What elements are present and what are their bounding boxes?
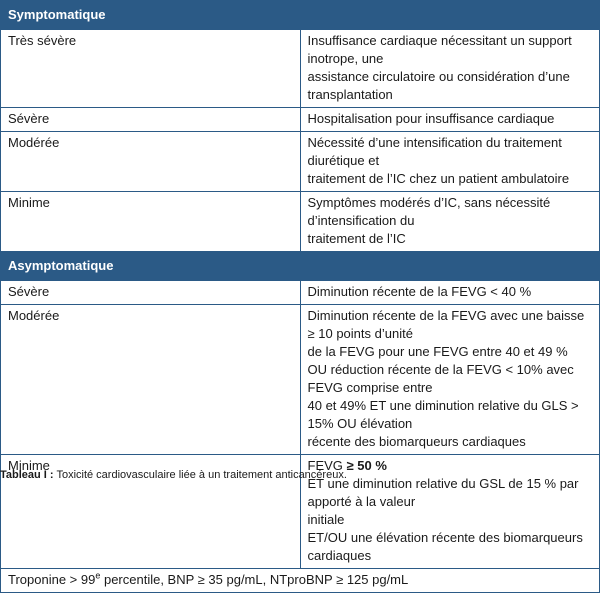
description-cell: [300, 108, 600, 132]
description-line: Diminution récente de la FEVG < 40 %: [307, 284, 532, 299]
description-line: ET/OU une élévation récente des biomarqueurs cardiaques: [307, 530, 583, 563]
description-line: récente des biomarqueurs cardiaques: [307, 434, 526, 449]
footer-cell: [1, 569, 600, 593]
table-row: [1, 108, 600, 132]
grade-cell: Minime: [1, 192, 301, 252]
description-line: Hospitalisation pour insuffisance cardiaque: [307, 111, 555, 126]
description-cell: [300, 305, 600, 455]
description-line: assistance circulatoire ou considération d’une transplantation: [307, 69, 570, 102]
footer-suffix: percentile, BNP ≥ 35 pg/mL, NTproBNP ≥ 125 pg/mL: [100, 572, 409, 587]
grade-cell: Modérée: [1, 132, 301, 192]
description-line: Nécessité d’une intensification du traitement diurétique et: [307, 135, 562, 168]
grade-cell: Sévère: [1, 281, 301, 305]
description-line: ET une diminution relative du GSL de 15 % par apporté à la valeur: [307, 476, 579, 509]
footer-row: [1, 569, 600, 593]
description-cell: [300, 192, 600, 252]
description-cell: [300, 30, 600, 108]
footer-superscript: e: [95, 570, 101, 581]
fevg-prefix: FEVG: [307, 458, 347, 473]
table-row: [1, 192, 600, 252]
description-line: Diminution récente de la FEVG avec une baisse ≥ 10 points d’unité: [307, 308, 585, 341]
fevg-threshold: ≥ 50 %: [346, 458, 387, 473]
grade-cell: Très sévère: [1, 30, 301, 108]
section-header-asymptomatic: [1, 252, 600, 281]
grade-cell: Minime: [1, 455, 301, 569]
section-title: Asymptomatique: [1, 252, 600, 281]
description-line: traitement de l’IC: [307, 231, 406, 246]
table-caption: [0, 468, 347, 482]
description-line: traitement de l’IC chez un patient ambulatoire: [307, 171, 570, 186]
table-row: [1, 132, 600, 192]
description-line: Symptômes modérés d’IC, sans nécessité d’intensification du: [307, 195, 551, 228]
table-row: [1, 281, 600, 305]
description-cell: [300, 281, 600, 305]
grade-cell: Sévère: [1, 108, 301, 132]
footer-prefix: Troponine > 99: [8, 572, 96, 587]
caption-label: Tableau I :: [0, 469, 54, 481]
caption-text: Toxicité cardiovasculaire liée à un traitement anticancéreux.: [53, 469, 347, 481]
description-line: 40 et 49% ET une diminution relative du GLS > 15% OU élévation: [307, 398, 579, 431]
description-line: initiale: [307, 512, 345, 527]
description-line: Insuffisance cardiaque nécessitant un support inotrope, une: [307, 33, 572, 66]
description-cell: [300, 132, 600, 192]
section-title: Symptomatique: [1, 1, 600, 30]
description-line: [308, 457, 593, 475]
table-row: [1, 30, 600, 108]
table-row: [1, 305, 600, 455]
description-line: OU réduction récente de la FEVG < 10% avec FEVG comprise entre: [307, 362, 574, 395]
description-line: de la FEVG pour une FEVG entre 40 et 49 %: [307, 344, 568, 359]
grade-cell: Modérée: [1, 305, 301, 455]
section-header-symptomatic: [1, 1, 600, 30]
